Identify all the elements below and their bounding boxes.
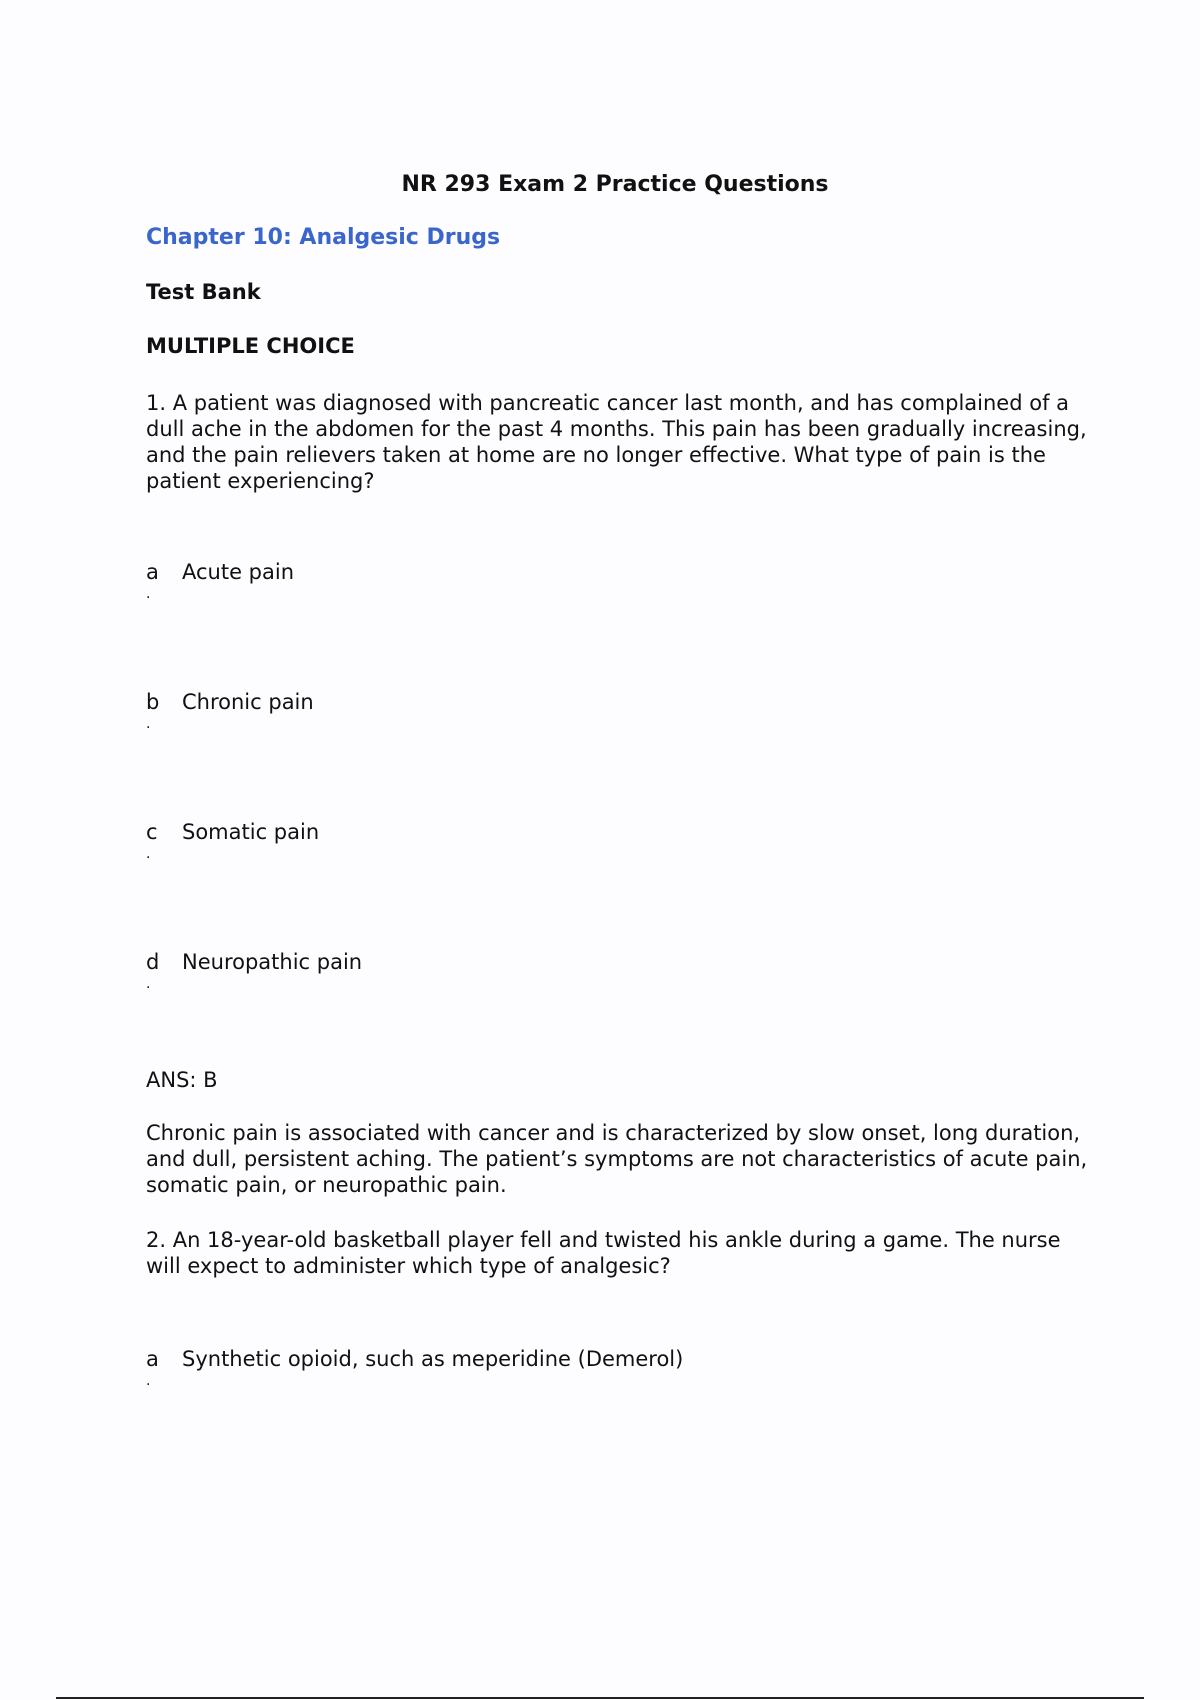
- question-1-answer: ANS: B: [146, 1068, 218, 1092]
- footer-divider: [56, 1697, 1144, 1699]
- option-dot: .: [146, 716, 151, 732]
- option-text: Acute pain: [182, 560, 295, 584]
- option-text: Neuropathic pain: [182, 950, 363, 974]
- option-letter: a: [146, 560, 159, 584]
- question-1-rationale: Chronic pain is associated with cancer and is characterized by slow onset, long duration, and dull, persistent aching. The patient’s symptoms are not characteristics of acute pain, somatic pain, or neuropathic pain.: [146, 1121, 1088, 1197]
- question-1-option-b: [146, 690, 314, 732]
- option-dot: .: [146, 1373, 151, 1389]
- option-text: Synthetic opioid, such as meperidine (Demerol): [182, 1347, 684, 1371]
- option-dot: .: [146, 976, 151, 992]
- section-heading: Test Bank: [146, 280, 261, 304]
- chapter-heading: Chapter 10: Analgesic Drugs: [146, 225, 501, 250]
- document-title: NR 293 Exam 2 Practice Questions: [401, 172, 829, 197]
- question-1-option-a: [146, 560, 295, 602]
- option-letter: c: [146, 820, 158, 844]
- option-text: Chronic pain: [182, 690, 314, 714]
- option-letter: a: [146, 1347, 159, 1371]
- question-2-option-a: [146, 1347, 684, 1389]
- question-1-text: 1. A patient was diagnosed with pancreatic cancer last month, and has complained of a dull ache in the abdomen for the past 4 months. This pain has been gradually increasing, and the pain relievers taken at home are no longer effective. What type of pain is the patient experiencing?: [146, 391, 1087, 493]
- option-letter: d: [146, 950, 160, 974]
- option-dot: .: [146, 586, 151, 602]
- question-1-option-d: [146, 950, 363, 992]
- question-1-option-c: [146, 820, 320, 862]
- option-dot: .: [146, 846, 151, 862]
- question-2-text: 2. An 18-year-old basketball player fell and twisted his ankle during a game. The nurse will expect to administer which type of analgesic?: [146, 1228, 1061, 1278]
- option-text: Somatic pain: [182, 820, 320, 844]
- subsection-heading: MULTIPLE CHOICE: [146, 334, 355, 358]
- option-letter: b: [146, 690, 160, 714]
